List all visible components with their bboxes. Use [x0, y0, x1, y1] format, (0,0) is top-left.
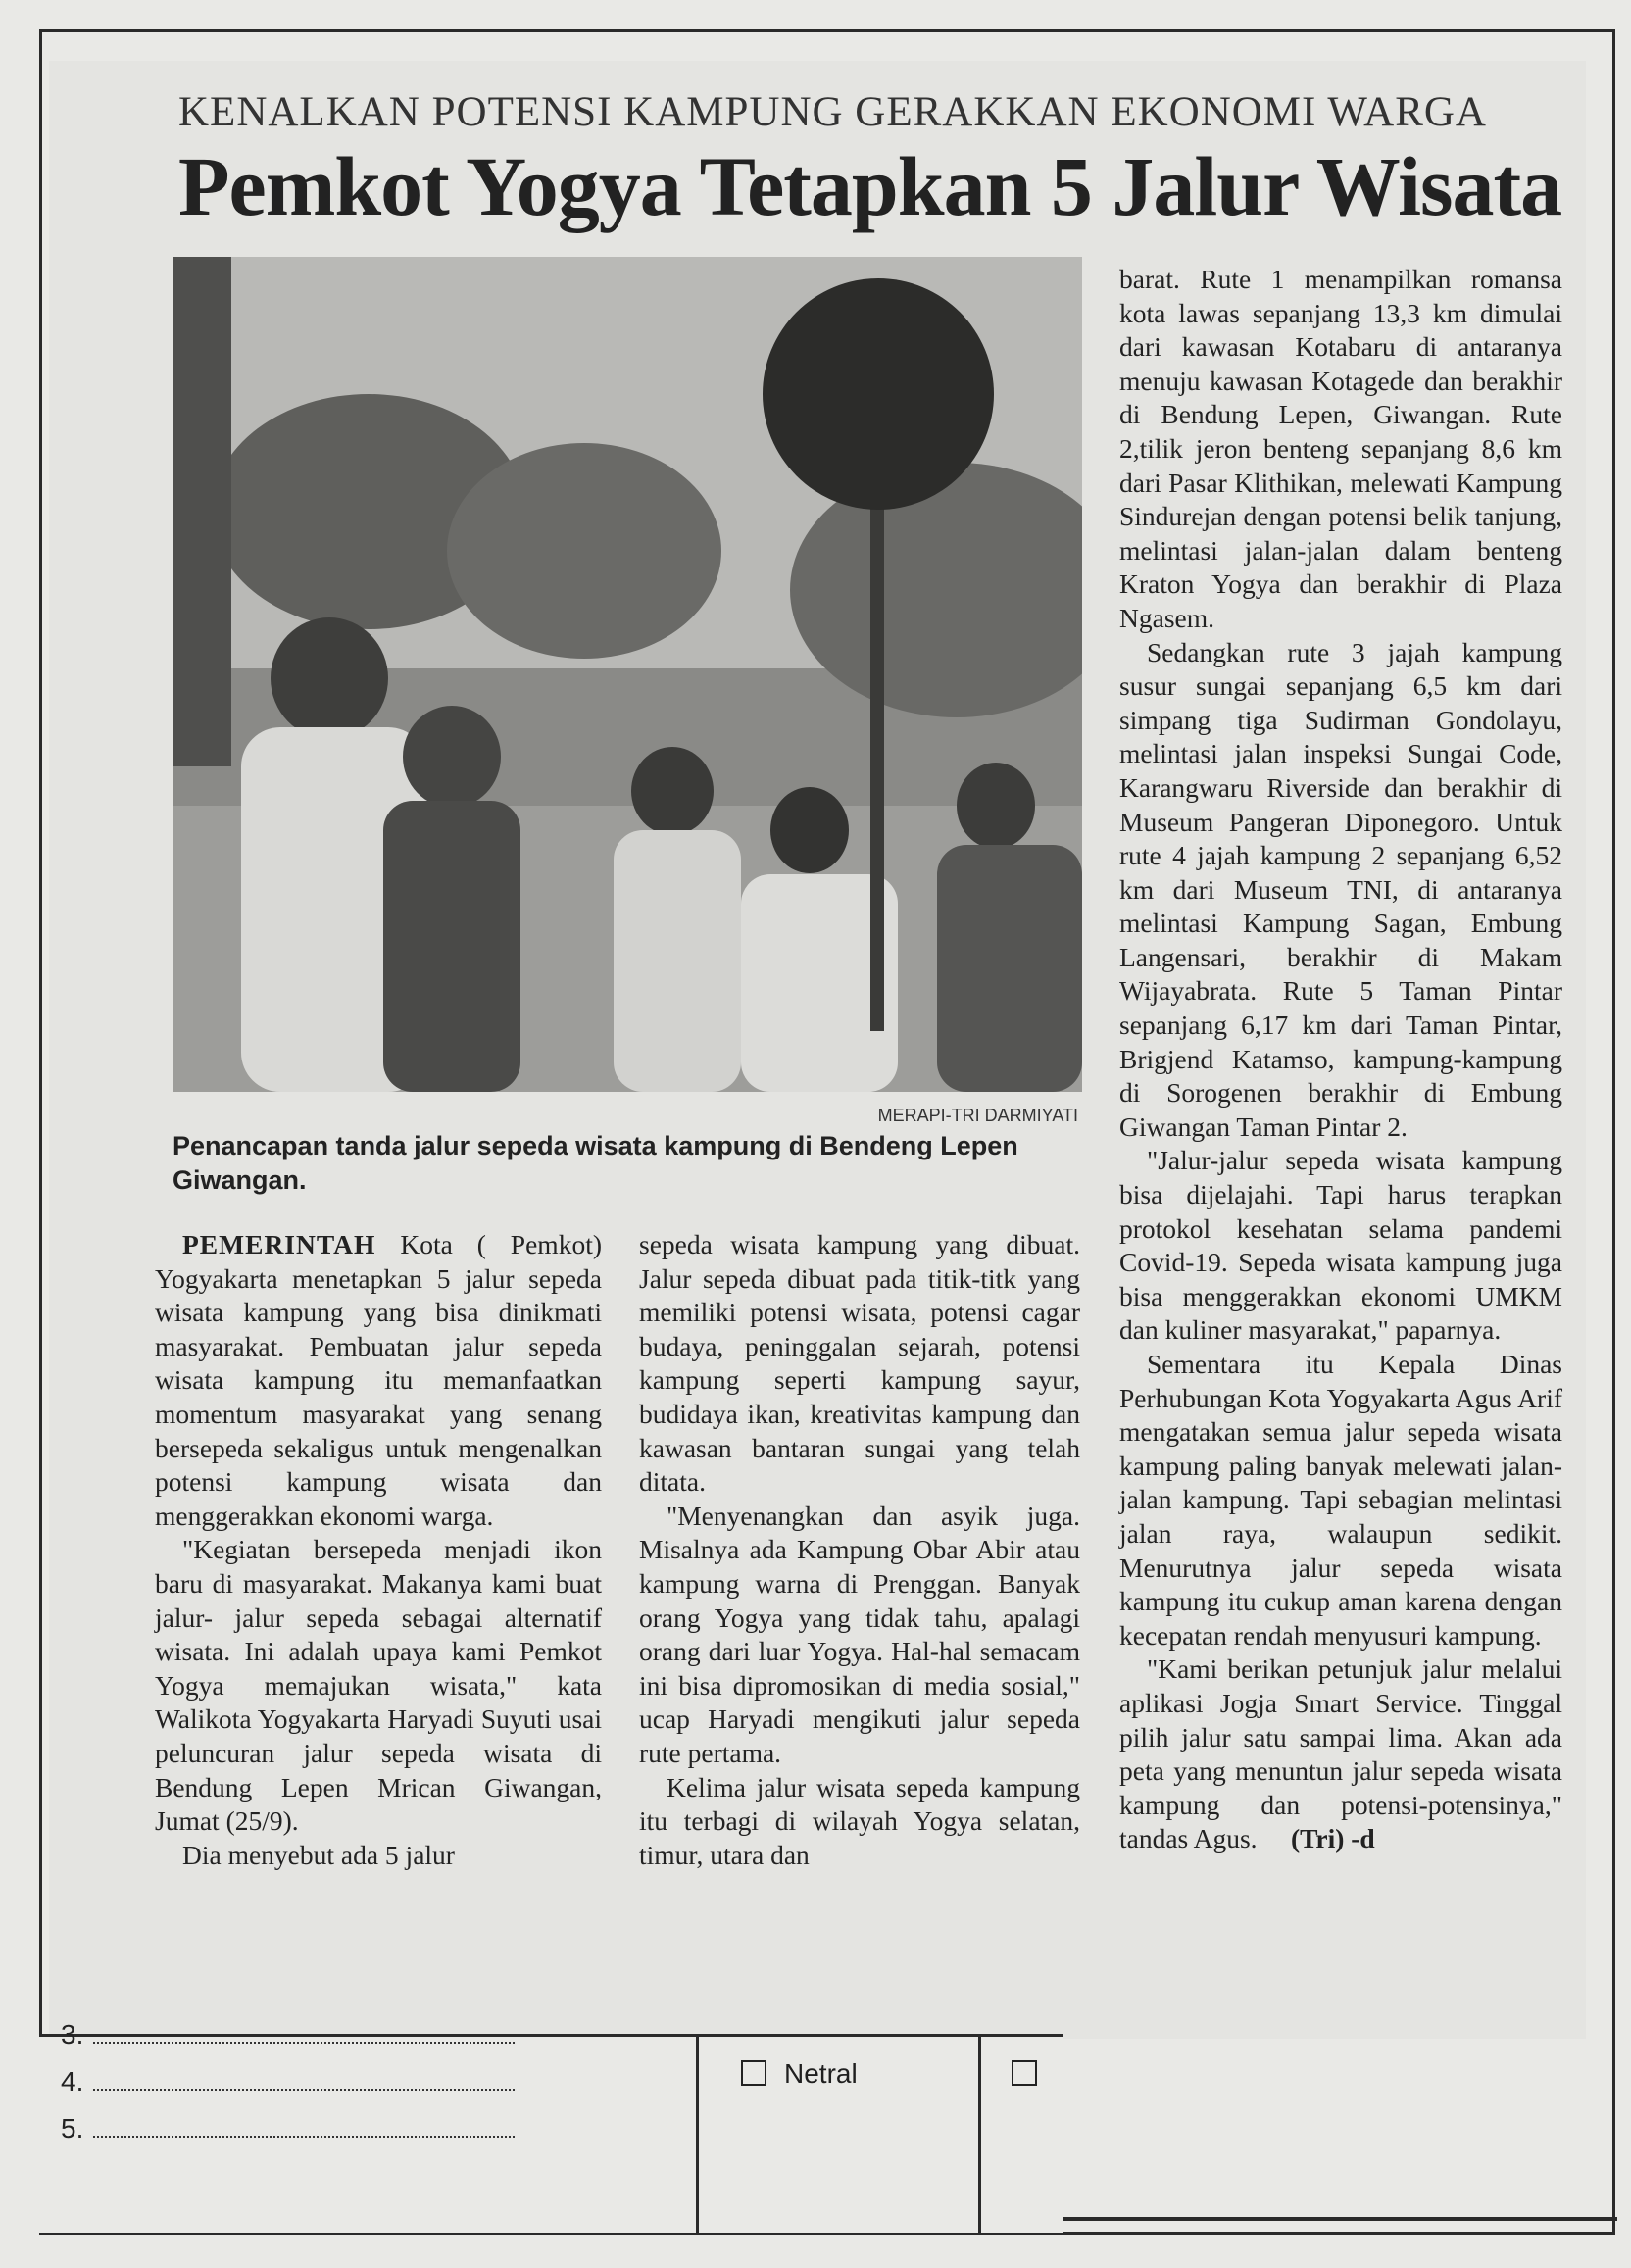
author-signature: (Tri) -d — [1290, 1823, 1375, 1854]
article-kicker: KENALKAN POTENSI KAMPUNG GERAKKAN EKONOMI WARGA — [178, 89, 1487, 135]
row-number: 3. — [61, 2019, 84, 2049]
article-column-2 — [639, 1228, 1080, 1872]
form-row-4 — [61, 2066, 515, 2097]
article-headline: Pemkot Yogya Tetapkan 5 Jalur Wisata — [178, 139, 1562, 233]
fill-line[interactable] — [93, 2042, 515, 2044]
netral-label: Netral — [784, 2058, 858, 2089]
paragraph-2: "Kegiatan bersepeda menjadi ikon baru di masyarakat. Makanya kami buat jalur- jalur sepeda sebagai alternatif wisata. Ini adalah upaya kami Pemkot Yogya memajukan wisata," kata Walikota Yogyakarta Haryadi Suyuti usai peluncuran jalur sepeda wisata di Bendung Lepen Mrican Giwangan, Jumat (25/9). — [155, 1534, 602, 1837]
paragraph-8: Sedangkan rute 3 jajah kampung susur sungai sepanjang 6,5 km dari simpang tiga Sudirman Gondolayu, melintasi jalan inspeksi Sungai Code, Karangwaru Riverside dan berakhir di Museum Pangeran Diponegoro. Untuk rute 4 jajah kampung 2 sepanjang 6,52 km dari Museum TNI, di antaranya melintasi Kampung Sagan, Embung Langensari, berakhir di Makam Wijayabrata. Rute 5 Taman Pintar sepanjang 6,17 km dari Taman Pintar, Brigjend Katamso, kampung-kampung di Sorogenen berakhir di Embung Giwangan Taman Pintar 2. — [1119, 636, 1562, 1142]
photo-caption: Penancapan tanda jalur sepeda wisata kampung di Bendeng Lepen Giwangan. — [173, 1131, 1018, 1195]
form-divider — [696, 2037, 699, 2233]
article-column-3 — [1119, 263, 1562, 1856]
form-bottom-rule — [1063, 2217, 1617, 2221]
photo-illustration — [173, 257, 1082, 1092]
paragraph-text: Kota ( Pemkot) Yogyakarta menetapkan 5 jalur sepeda wisata kampung yang bisa dinikmati masyarakat. Pembuatan jalur sepeda wisata kampung itu memanfaatkan momentum masyarakat yang senang bersepeda sekaligus untuk mengenalkan potensi kampung wisata dan menggerakkan ekonomi warga. — [155, 1229, 602, 1531]
article-photo — [173, 257, 1082, 1092]
paragraph-3: Dia menyebut ada 5 jalur — [182, 1839, 455, 1870]
paragraph-5: "Menyenangkan dan asyik juga. Misalnya ada Kampung Obar Abir atau kampung warna di Prenggan. Banyak orang Yogya yang tidak tahu, apalagi orang dari luar Yogya. Hal-hal semacam ini bisa dipromosikan di media sosial," ucap Haryadi mengikuti jalur sepeda rute pertama. — [639, 1500, 1080, 1768]
form-divider — [978, 2037, 981, 2233]
row-number: 5. — [61, 2113, 84, 2144]
form-row-3 — [61, 2019, 515, 2050]
photo-credit: MERAPI-TRI DARMIYATI — [877, 1106, 1078, 1125]
form-row-5 — [61, 2113, 515, 2145]
lead-word: PEMERINTAH — [182, 1229, 376, 1259]
paragraph-6: Kelima jalur wisata sepeda kampung itu terbagi di wilayah Yogya selatan, timur, utara dan — [639, 1771, 1080, 1870]
fill-line[interactable] — [93, 2136, 515, 2138]
paragraph-11 — [1119, 1652, 1562, 1856]
row-number: 4. — [61, 2066, 84, 2096]
paragraph-text: "Kami berikan petunjuk jalur melalui aplikasi Jogja Smart Service. Tinggal pilih jalur satu sampai lima. Akan ada peta yang menuntun jalur sepeda wisata kampung dan potensi-potensinya," tandas Agus. — [1119, 1653, 1562, 1854]
paragraph-4: sepeda wisata kampung yang dibuat. Jalur sepeda dibuat pada titik-titk yang memiliki potensi wisata, potensi cagar budaya, peninggalan sejarah, potensi kampung seperti kampung sayur, budidaya ikan, kreativitas kampung dan kawasan bantaran sungai yang telah ditata. — [639, 1229, 1080, 1498]
option-checkbox[interactable] — [1012, 2060, 1037, 2086]
paragraph-7: barat. Rute 1 menampilkan romansa kota lawas sepanjang 13,3 km dimulai dari kawasan Kotabaru di antaranya menuju kawasan Kotagede dan berakhir di Bendung Lepen, Giwangan. Rute 2,tilik jeron benteng sepanjang 8,6 km dari Pasar Klithikan, melewati Kampung Sindurejan dengan potensi belik tanjung, melintasi jalan-jalan dalam benteng Kraton Yogya dan berakhir di Plaza Ngasem. — [1119, 264, 1562, 633]
article-column-1 — [155, 1228, 602, 1872]
fill-line[interactable] — [93, 2089, 515, 2091]
paragraph-9: "Jalur-jalur sepeda wisata kampung bisa dijelajahi. Tapi harus terapkan protokol kesehatan selama pandemi Covid-19. Sepeda wisata kampung juga bisa menggerakkan ekonomi UMKM dan kuliner masyarakat," paparnya. — [1119, 1145, 1562, 1346]
paragraph-10: Sementara itu Kepala Dinas Perhubungan Kota Yogyakarta Agus Arif mengatakan semua jalur sepeda wisata kampung paling banyak melewati jalan-jalan kampung. Tapi sebagian melintasi jalan raya, walaupun sedikit. Menurutnya jalur sepeda wisata kampung itu cukup aman karena dengan kecepatan rendah menyusuri kampung. — [1119, 1349, 1562, 1651]
evaluation-form — [39, 2019, 1063, 2233]
netral-checkbox[interactable] — [741, 2060, 766, 2086]
paragraph-1 — [155, 1228, 602, 1533]
